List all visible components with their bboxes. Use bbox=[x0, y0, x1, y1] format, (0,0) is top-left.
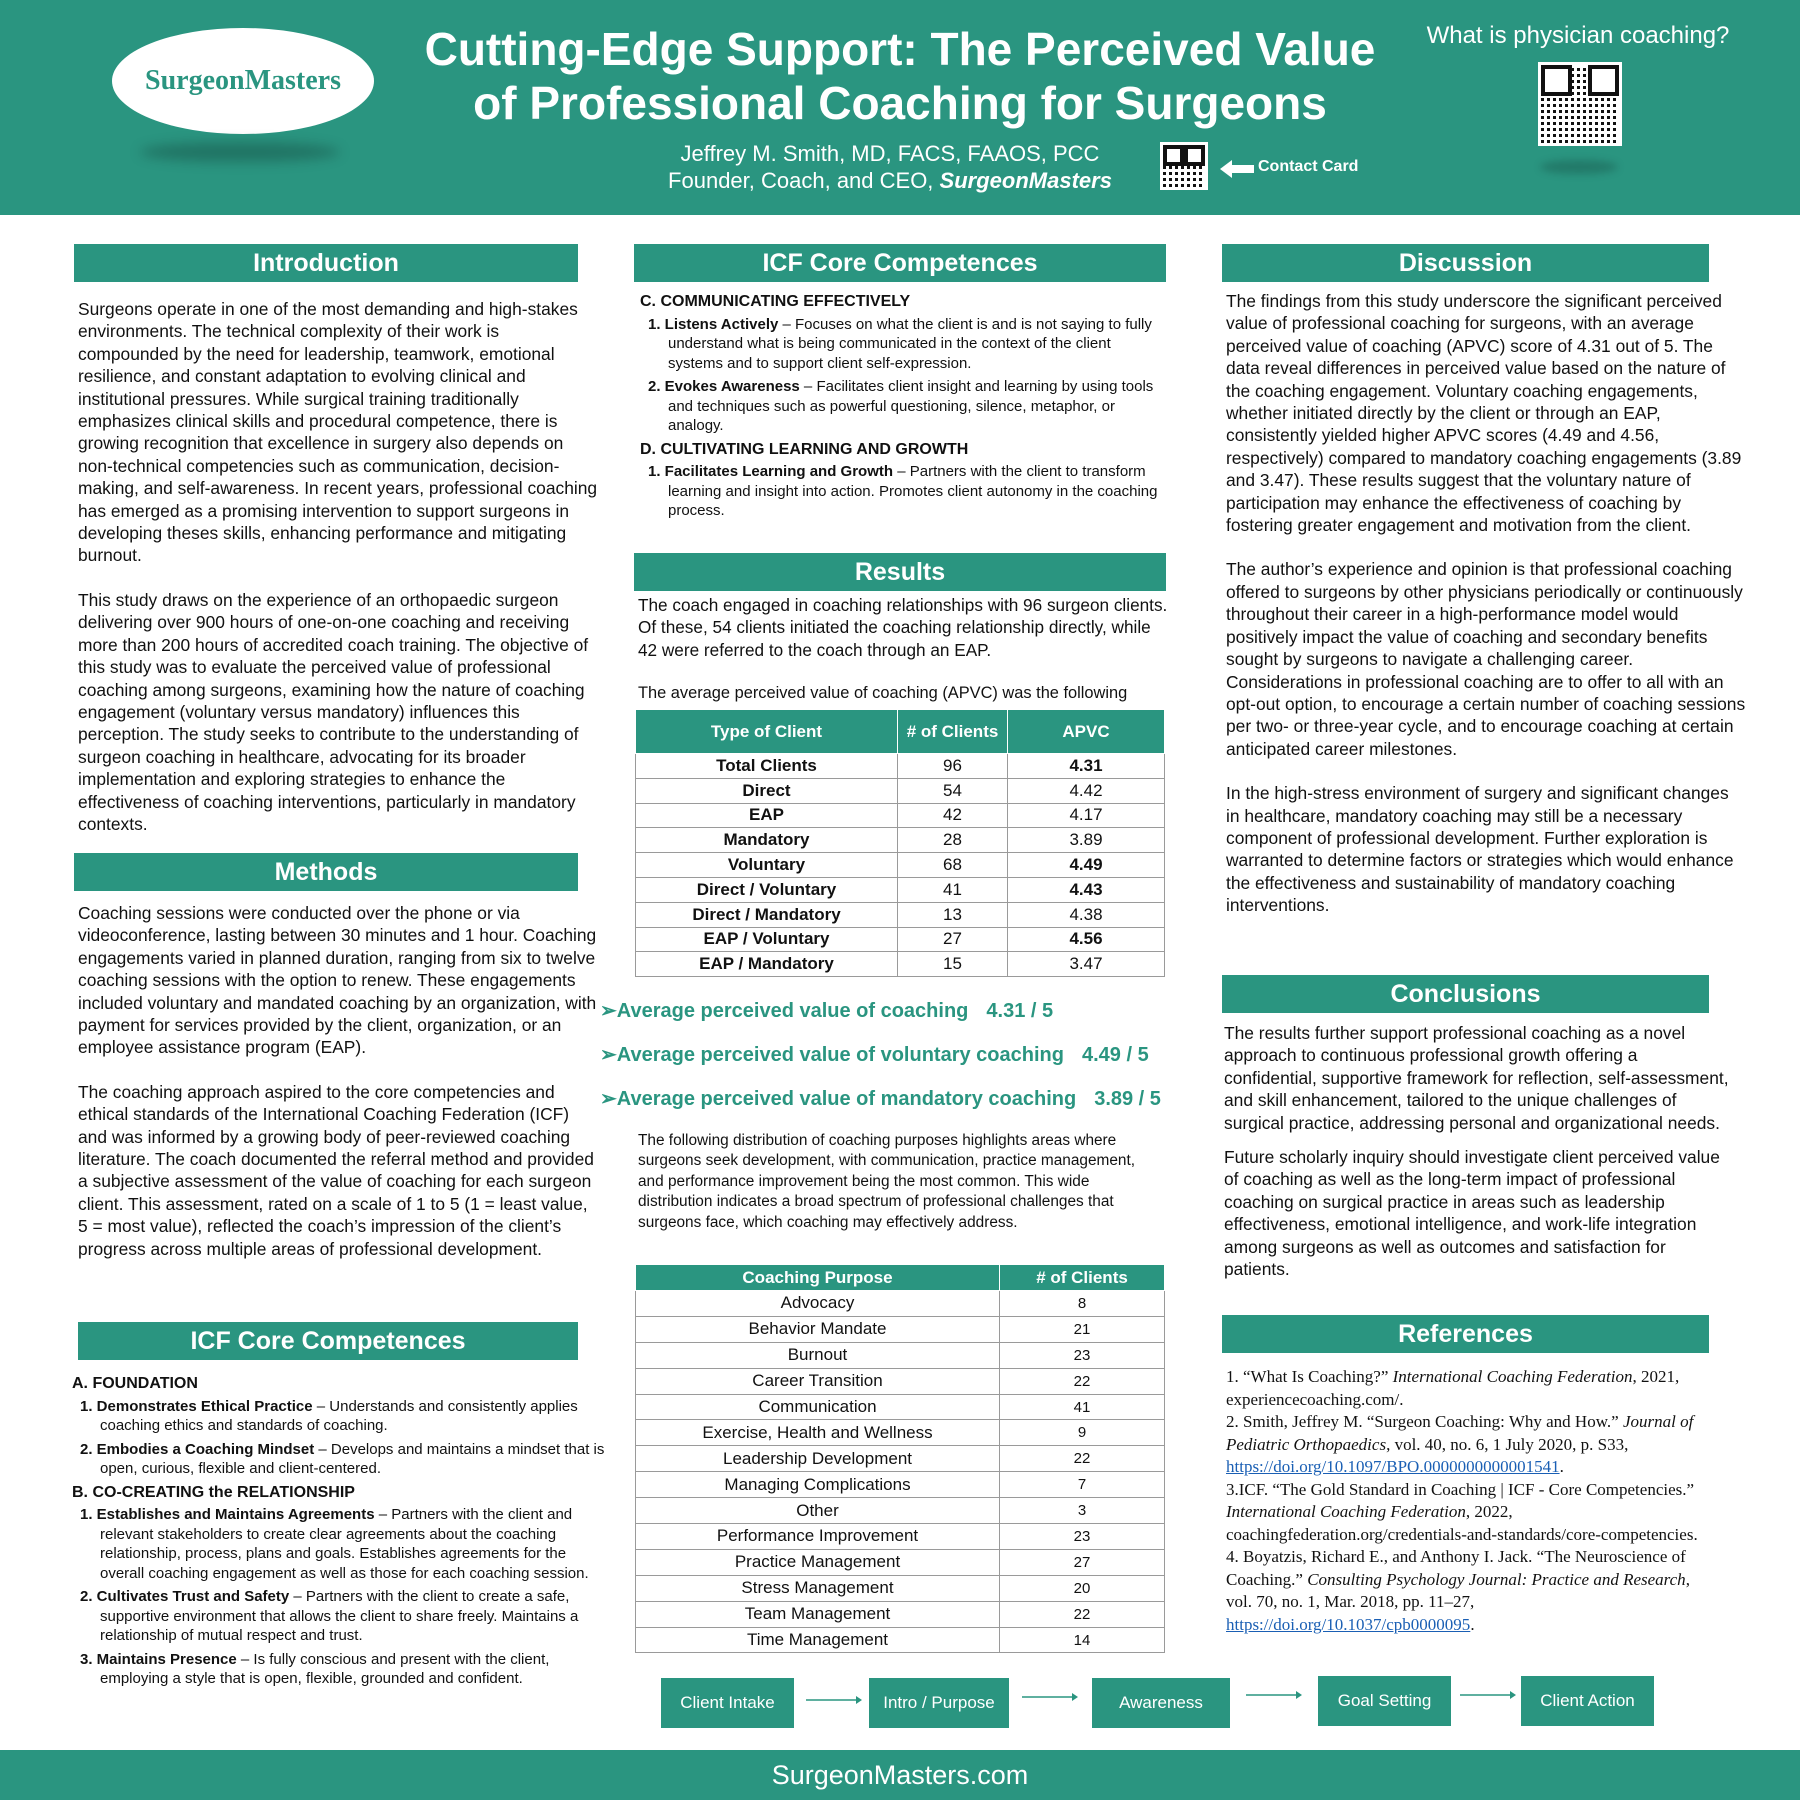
purpose-table-row bbox=[636, 1368, 1165, 1394]
reference-4-link[interactable]: https://doi.org/10.1037/cpb0000095 bbox=[1226, 1614, 1471, 1634]
competence-c1-text: – Focuses on what the client is and is not saying to fully understand what is being communicated in the context of the client systems and to support client self-expression. bbox=[668, 315, 1152, 372]
reference-1-details: , 2021, experiencecoaching.com/. bbox=[1226, 1367, 1680, 1409]
flow-arrow-icon bbox=[1022, 1690, 1078, 1704]
icf-middle-competences bbox=[640, 290, 1165, 525]
purpose-cell-name: Leadership Development bbox=[636, 1446, 1000, 1472]
chevron-right-icon: ➢ bbox=[600, 1000, 617, 1022]
purpose-header-purpose: Coaching Purpose bbox=[636, 1265, 1000, 1291]
purpose-table-row bbox=[636, 1524, 1165, 1550]
apvc-table-row bbox=[636, 828, 1165, 853]
highlight-mandatory bbox=[600, 1086, 1161, 1111]
reference-3 bbox=[1226, 1479, 1716, 1547]
category-foundation: A. FOUNDATION bbox=[72, 1375, 198, 1392]
apvc-cell-type: Total Clients bbox=[636, 754, 898, 779]
purpose-table-row bbox=[636, 1316, 1165, 1342]
purpose-cell-name: Advocacy bbox=[636, 1291, 1000, 1317]
purpose-cell-name: Performance Improvement bbox=[636, 1524, 1000, 1550]
conclusions-heading: Conclusions bbox=[1222, 975, 1709, 1013]
purpose-cell-clients: 8 bbox=[1000, 1291, 1165, 1317]
apvc-cell-type: EAP / Voluntary bbox=[636, 927, 898, 952]
purpose-cell-clients: 22 bbox=[1000, 1601, 1165, 1627]
introduction-heading: Introduction bbox=[74, 244, 578, 282]
reference-1-source: International Coaching Federation bbox=[1392, 1367, 1633, 1386]
competence-a1-text: – Understands and consistently applies coaching ethics and standards of coaching. bbox=[100, 1397, 578, 1434]
competence-d1 bbox=[640, 462, 1165, 521]
results-heading: Results bbox=[634, 553, 1166, 591]
purpose-cell-name: Career Transition bbox=[636, 1368, 1000, 1394]
purpose-table bbox=[635, 1264, 1165, 1653]
flow-arrow-icon bbox=[806, 1693, 862, 1707]
purpose-table-row bbox=[636, 1601, 1165, 1627]
apvc-cell-clients: 15 bbox=[898, 952, 1008, 977]
apvc-cell-type: Mandatory bbox=[636, 828, 898, 853]
apvc-cell-value: 3.89 bbox=[1008, 828, 1165, 853]
flow-step-goal-setting: Goal Setting bbox=[1318, 1676, 1451, 1726]
highlight-voluntary bbox=[600, 1042, 1149, 1067]
author-role bbox=[620, 167, 1160, 194]
results-intro: The coach engaged in coaching relationships with 96 surgeon clients. Of these, 54 clients initiated the coaching relationship directly, while 42 were referred to the coach through an EAP. bbox=[638, 595, 1168, 660]
discussion-paragraph-3: In the high-stress environment of surgery and significant changes in healthcare, mandatory coaching may still be a necessary component of professional development. Further exploration is warranted to determine factors or strategies which would enhance the effectiveness and sustainability of mandatory coaching interventions. bbox=[1226, 783, 1734, 916]
apvc-cell-value: 4.42 bbox=[1008, 778, 1165, 803]
purpose-cell-clients: 23 bbox=[1000, 1342, 1165, 1368]
apvc-cell-value: 4.31 bbox=[1008, 754, 1165, 779]
conclusions-body bbox=[1224, 1022, 1734, 1280]
purpose-cell-clients: 22 bbox=[1000, 1446, 1165, 1472]
reference-3-details: , 2022, coachingfederation.org/credentials-and-standards/core-competencies. bbox=[1226, 1502, 1698, 1544]
logo bbox=[112, 28, 374, 134]
introduction-paragraph-1: Surgeons operate in one of the most demanding and high-stakes environments. The technical complexity of their work is compounded by the need for leadership, teamwork, emotional resilience, and constant adaptation to evolving clinical and institutional pressures. While surgical training traditionally emphasizes clinical skills and procedural competence, there is growing recognition that excellence in surgery also depends on non-technical competencies such as communication, decision-making, and self-awareness. In recent years, professional coaching has emerged as a promising intervention to support surgeons in developing theses skills, enhancing performance and mitigating burnout. bbox=[78, 299, 598, 566]
apvc-header-clients: # of Clients bbox=[898, 710, 1008, 754]
icf-middle-heading: ICF Core Competences bbox=[634, 244, 1166, 282]
flow-step-awareness: Awareness bbox=[1092, 1678, 1230, 1728]
highlight-mandatory-label: Average perceived value of mandatory coaching bbox=[616, 1088, 1077, 1110]
reference-1-text: 1. “What Is Coaching?” bbox=[1226, 1367, 1393, 1386]
competence-c2-text: – Facilitates client insight and learning by using tools and techniques such as powerful questioning, silence, metaphor, or analogy. bbox=[668, 378, 1154, 434]
apvc-table-row bbox=[636, 952, 1165, 977]
purpose-cell-name: Time Management bbox=[636, 1627, 1000, 1653]
purpose-cell-clients: 22 bbox=[1000, 1368, 1165, 1394]
purpose-cell-clients: 21 bbox=[1000, 1316, 1165, 1342]
reference-4-source: Consulting Psychology Journal: Practice and Research bbox=[1307, 1569, 1686, 1589]
purpose-cell-name: Communication bbox=[636, 1394, 1000, 1420]
apvc-cell-value: 4.17 bbox=[1008, 803, 1165, 828]
methods-paragraph-1: Coaching sessions were conducted over the phone or via videoconference, lasting between 30 minutes and 1 hour. Coaching engagements varied in planned duration, ranging from six to twelve coaching sessions with the option to renew. These engagements included voluntary and mandated coaching by an organization, with payment for services provided by the client, organization, or an employee assistance program (EAP). bbox=[78, 903, 597, 1058]
competence-a2-text: – Develops and maintains a mindset that is open, curious, flexible and client-centered. bbox=[100, 1440, 605, 1477]
references-list bbox=[1226, 1366, 1716, 1636]
apvc-cell-clients: 54 bbox=[898, 778, 1008, 803]
competence-c1-title: 1. Listens Actively bbox=[648, 315, 779, 333]
discussion-heading: Discussion bbox=[1222, 244, 1709, 282]
purpose-table-row bbox=[636, 1498, 1165, 1524]
purpose-cell-name: Managing Complications bbox=[636, 1472, 1000, 1498]
apvc-table-row bbox=[636, 902, 1165, 927]
title-line-2: of Professional Coaching for Surgeons bbox=[473, 77, 1327, 129]
purpose-cell-clients: 23 bbox=[1000, 1524, 1165, 1550]
purpose-table-row bbox=[636, 1291, 1165, 1317]
apvc-cell-clients: 41 bbox=[898, 877, 1008, 902]
purpose-cell-clients: 7 bbox=[1000, 1472, 1165, 1498]
apvc-table-row bbox=[636, 778, 1165, 803]
competence-d1-title: 1. Facilitates Learning and Growth bbox=[648, 463, 894, 480]
author-role-prefix: Founder, Coach, and CEO, bbox=[668, 168, 940, 193]
reference-4 bbox=[1226, 1546, 1716, 1636]
highlight-average-value: 4.31 / 5 bbox=[986, 1000, 1054, 1022]
competence-a2 bbox=[72, 1440, 612, 1479]
competence-b2-title: 2. Cultivates Trust and Safety bbox=[80, 1588, 290, 1605]
competence-a1-title: 1. Demonstrates Ethical Practice bbox=[80, 1397, 313, 1415]
purpose-cell-name: Exercise, Health and Wellness bbox=[636, 1420, 1000, 1446]
reference-2-text: 2. Smith, Jeffrey M. “Surgeon Coaching: Why and How.” bbox=[1226, 1412, 1623, 1431]
competence-b1-text: – Partners with the client and relevant stakeholders to create clear agreements about the coaching relationship, process, plans and goals. Establishes agreements for the overall coaching engagement as well as those for each coaching session. bbox=[100, 1506, 589, 1582]
discussion-body bbox=[1226, 290, 1746, 917]
purpose-cell-name: Behavior Mandate bbox=[636, 1316, 1000, 1342]
reference-3-source: International Coaching Federation bbox=[1226, 1502, 1466, 1521]
purpose-cell-name: Burnout bbox=[636, 1342, 1000, 1368]
reference-2-source: Journal of Pediatric Orthopaedics bbox=[1226, 1412, 1694, 1454]
reference-2 bbox=[1226, 1411, 1716, 1479]
apvc-cell-value: 4.56 bbox=[1008, 927, 1165, 952]
apvc-table-row bbox=[636, 803, 1165, 828]
category-learning: D. CULTIVATING LEARNING AND GROWTH bbox=[640, 440, 969, 458]
purpose-caption: The following distribution of coaching purposes highlights areas where surgeons seek development, with communication, practice management, and performance improvement being the most common. This wide distribution indicates a broad spectrum of professional challenges that surgeons face, which coaching may effectively address. bbox=[638, 1132, 1136, 1231]
poster-title bbox=[390, 22, 1410, 130]
apvc-cell-clients: 28 bbox=[898, 828, 1008, 853]
methods-heading: Methods bbox=[74, 853, 578, 891]
purpose-table-row bbox=[636, 1446, 1165, 1472]
apvc-header-type: Type of Client bbox=[636, 710, 898, 754]
competence-b2 bbox=[72, 1587, 612, 1646]
qr-shadow bbox=[1540, 160, 1618, 174]
flow-arrow-icon bbox=[1460, 1688, 1516, 1702]
highlight-voluntary-value: 4.49 / 5 bbox=[1081, 1044, 1149, 1066]
discussion-paragraph-1: The findings from this study underscore the significant perceived value of professional coaching for surgeons, with an average perceived value of coaching (APVC) score of 4.31 out of 5. The data reveal differences in perceived value based on the nature of the coaching engagement. Voluntary coaching engagements, whether initiated directly by the client or through an EAP, consistently yielded higher APVC scores (4.49 and 4.56, respectively) compared to mandatory coaching engagements (3.89 and 3.47). These results suggest that the voluntary nature of participation may enhance the effectiveness of coaching by fostering greater engagement and motivation from the client. bbox=[1226, 291, 1742, 536]
apvc-cell-value: 4.38 bbox=[1008, 902, 1165, 927]
contact-qr-code-icon[interactable] bbox=[1160, 142, 1208, 190]
reference-4-end: . bbox=[1470, 1614, 1475, 1634]
highlight-average-label: Average perceived value of coaching bbox=[616, 1000, 969, 1022]
competence-c1 bbox=[640, 315, 1165, 374]
apvc-cell-value: 4.49 bbox=[1008, 853, 1165, 878]
purpose-table-row bbox=[636, 1394, 1165, 1420]
poster-header bbox=[0, 0, 1800, 215]
purpose-table-row bbox=[636, 1420, 1165, 1446]
apvc-header-apvc: APVC bbox=[1008, 710, 1165, 754]
reference-2-details: , vol. 40, no. 6, 1 July 2020, p. S33, bbox=[1386, 1434, 1629, 1454]
purpose-cell-clients: 9 bbox=[1000, 1420, 1165, 1446]
purpose-cell-name: Stress Management bbox=[636, 1575, 1000, 1601]
apvc-cell-type: Voluntary bbox=[636, 853, 898, 878]
purpose-table-row bbox=[636, 1472, 1165, 1498]
author-name: Jeffrey M. Smith, MD, FACS, FAAOS, PCC bbox=[680, 141, 1100, 166]
apvc-cell-clients: 42 bbox=[898, 803, 1008, 828]
competence-c2-title: 2. Evokes Awareness bbox=[648, 378, 800, 395]
purpose-header-clients: # of Clients bbox=[1000, 1265, 1165, 1291]
apvc-table-row bbox=[636, 853, 1165, 878]
left-arrow-icon bbox=[1220, 160, 1254, 178]
competence-b3-title: 3. Maintains Presence bbox=[80, 1650, 237, 1668]
apvc-cell-type: Direct / Voluntary bbox=[636, 877, 898, 902]
competence-d1-text: – Partners with the client to transform learning and insight into action. Promotes client autonomy in the coaching process. bbox=[668, 463, 1158, 519]
discussion-paragraph-2: The author’s experience and opinion is that professional coaching offered to surgeons by other physicians periodically or continuously throughout their career in a high-performance model would positively impact the value of coaching and secondary benefits sought by surgeons to navigate a challenging career. Considerations in professional coaching are to offer to all with an opt-out option, to encourage a certain number of coaching sessions per two- or three-year cycle, and to encourage coaching at certain anticipated career milestones. bbox=[1226, 559, 1746, 759]
icf-left-heading: ICF Core Competences bbox=[78, 1322, 578, 1360]
purpose-header-row bbox=[636, 1265, 1165, 1291]
references-heading: References bbox=[1222, 1315, 1709, 1353]
purpose-table-row bbox=[636, 1549, 1165, 1575]
apvc-table-row bbox=[636, 927, 1165, 952]
apvc-table bbox=[635, 709, 1165, 977]
purpose-cell-clients: 20 bbox=[1000, 1575, 1165, 1601]
purpose-table-row bbox=[636, 1627, 1165, 1653]
competence-b3 bbox=[72, 1650, 612, 1689]
footer-website[interactable]: SurgeonMasters.com bbox=[0, 1750, 1800, 1800]
reference-2-link[interactable]: https://doi.org/10.1097/BPO.0000000000001541 bbox=[1226, 1457, 1560, 1476]
author-role-brand: SurgeonMasters bbox=[939, 168, 1112, 193]
purpose-cell-clients: 14 bbox=[1000, 1627, 1165, 1653]
purpose-cell-clients: 41 bbox=[1000, 1394, 1165, 1420]
contact-card-label: Contact Card bbox=[1258, 158, 1359, 175]
purpose-cell-name: Practice Management bbox=[636, 1549, 1000, 1575]
physician-coaching-question: What is physician coaching? bbox=[1426, 22, 1730, 49]
flow-step-intro-purpose: Intro / Purpose bbox=[869, 1678, 1009, 1728]
conclusions-paragraph-2: Future scholarly inquiry should investigate client perceived value of coaching as well as the long-term impact of professional coaching on surgical practice in areas such as leadership effectiveness, emotional intelligence, and work-life integration among surgeons as well as outcomes and satisfaction for patients. bbox=[1224, 1147, 1720, 1280]
purpose-table-row bbox=[636, 1342, 1165, 1368]
apvc-header-row bbox=[636, 710, 1165, 754]
competence-c2 bbox=[640, 377, 1165, 436]
apvc-cell-clients: 13 bbox=[898, 902, 1008, 927]
purpose-cell-clients: 27 bbox=[1000, 1549, 1165, 1575]
icf-left-competences bbox=[72, 1372, 612, 1693]
apvc-cell-type: Direct bbox=[636, 778, 898, 803]
purpose-cell-name: Other bbox=[636, 1498, 1000, 1524]
results-apvc-caption: The average perceived value of coaching (APVC) was the following bbox=[638, 684, 1128, 702]
highlight-mandatory-value: 3.89 / 5 bbox=[1094, 1088, 1161, 1110]
conclusions-paragraph-1: The results further support professional coaching as a novel approach to continuous professional growth offering a confidential, supportive framework for reflection, self-assessment, and skill enhancement, tailored to the unique challenges of surgical practice, addressing personal and organizational needs. bbox=[1224, 1023, 1729, 1133]
introduction-paragraph-2: This study draws on the experience of an orthopaedic surgeon delivering over 900 hours of one-on-one coaching and receiving more than 200 hours of accredited coach training. The objective of this study was to evaluate the perceived value of professional coaching among surgeons, examining how the nature of coaching engagement (voluntary versus mandatory) influences this perception. The study seeks to contribute to the understanding of surgeon coaching in healthcare, advocating for its broader implementation and exploring strategies to enhance the effectiveness of coaching interventions, particularly in mandatory contexts. bbox=[78, 589, 589, 834]
chevron-right-icon: ➢ bbox=[600, 1044, 617, 1066]
author-block bbox=[620, 140, 1160, 194]
competence-b3-text: – Is fully conscious and present with the client, employing a style that is open, flexible, grounded and confident. bbox=[100, 1650, 550, 1687]
apvc-cell-clients: 96 bbox=[898, 754, 1008, 779]
purpose-cell-clients: 3 bbox=[1000, 1498, 1165, 1524]
category-communicating: C. COMMUNICATING EFFECTIVELY bbox=[640, 293, 911, 310]
apvc-table-row bbox=[636, 877, 1165, 902]
highlight-average bbox=[600, 998, 1053, 1023]
apvc-cell-type: EAP bbox=[636, 803, 898, 828]
reference-1 bbox=[1226, 1366, 1716, 1411]
flow-step-client-action: Client Action bbox=[1521, 1676, 1654, 1726]
apvc-cell-value: 3.47 bbox=[1008, 952, 1165, 977]
competence-a2-title: 2. Embodies a Coaching Mindset bbox=[80, 1440, 315, 1458]
competence-a1 bbox=[72, 1397, 612, 1436]
competence-b2-text: – Partners with the client to create a safe, supportive environment that allows the client to share freely. Maintains a relationship of mutual respect and trust. bbox=[100, 1588, 579, 1644]
highlight-voluntary-label: Average perceived value of voluntary coaching bbox=[616, 1044, 1064, 1066]
apvc-cell-type: Direct / Mandatory bbox=[636, 902, 898, 927]
apvc-cell-clients: 27 bbox=[898, 927, 1008, 952]
reference-3-text: 3.ICF. “The Gold Standard in Coaching | ICF - Core Competencies.” bbox=[1226, 1479, 1695, 1499]
logo-text: SurgeonMasters bbox=[145, 65, 341, 96]
methods-paragraph-2: The coaching approach aspired to the core competencies and ethical standards of the International Coaching Federation (ICF) and was informed by a growing body of peer-reviewed coaching literature. The coach documented the referral method and provided a subjective assessment of the value of coaching for each surgeon client. This assessment, rated on a scale of 1 to 5 (1 = least value, 5 = most value), reflected the coach’s impression of the client’s progress across multiple areas of professional development. bbox=[78, 1081, 594, 1259]
introduction-body bbox=[78, 298, 598, 835]
reference-4-details: , vol. 70, no. 1, Mar. 2018, pp. 11–27, bbox=[1226, 1569, 1690, 1611]
purpose-cell-name: Team Management bbox=[636, 1601, 1000, 1627]
reference-2-end: . bbox=[1559, 1457, 1564, 1476]
logo-shadow bbox=[140, 142, 340, 162]
apvc-table-row bbox=[636, 754, 1165, 779]
reference-4-text: 4. Boyatzis, Richard E., and Anthony I. Jack. “The Neuroscience of Coaching.” bbox=[1226, 1547, 1686, 1589]
physician-coaching-qr-code-icon[interactable] bbox=[1538, 62, 1622, 146]
purpose-table-row bbox=[636, 1575, 1165, 1601]
flow-arrow-icon bbox=[1246, 1688, 1302, 1702]
apvc-cell-type: EAP / Mandatory bbox=[636, 952, 898, 977]
flow-step-client-intake: Client Intake bbox=[661, 1678, 794, 1728]
apvc-cell-value: 4.43 bbox=[1008, 877, 1165, 902]
competence-b1 bbox=[72, 1505, 612, 1583]
methods-body bbox=[78, 902, 598, 1260]
category-co-creating: B. CO-CREATING the RELATIONSHIP bbox=[72, 1483, 355, 1501]
competence-b1-title: 1. Establishes and Maintains Agreements bbox=[80, 1506, 375, 1523]
apvc-cell-clients: 68 bbox=[898, 853, 1008, 878]
title-line-1: Cutting-Edge Support: The Perceived Value bbox=[424, 23, 1376, 75]
chevron-right-icon: ➢ bbox=[600, 1088, 617, 1110]
